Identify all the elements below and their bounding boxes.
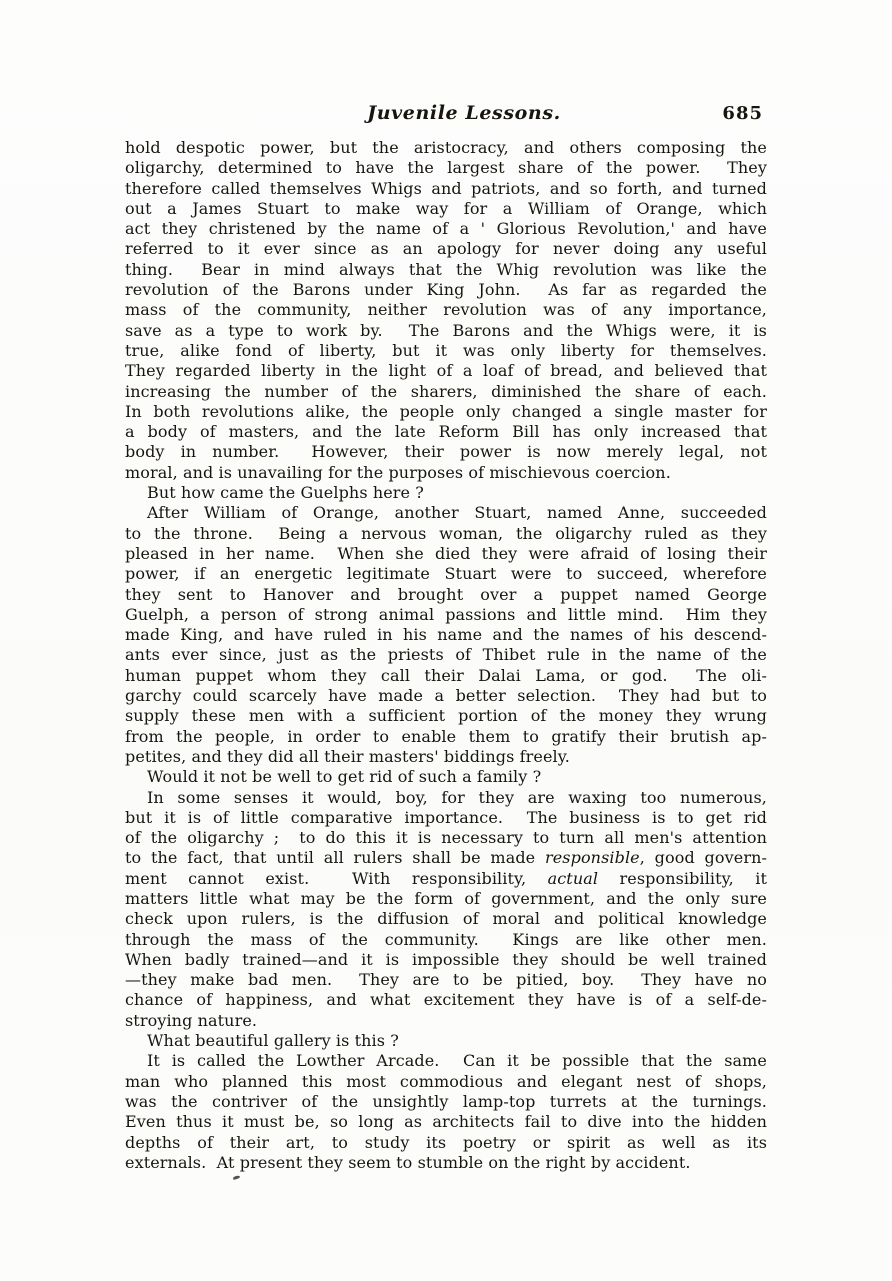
- text-line: act they christened by the name of a ' Glorious Revolution,' and have: [125, 219, 767, 239]
- text-line: to the throne. Being a nervous woman, the oligarchy ruled as they: [125, 523, 767, 543]
- page-body: [125, 138, 767, 1173]
- running-header: [125, 102, 767, 136]
- text-line: through the mass of the community. Kings are like other men.: [125, 929, 767, 949]
- text-line: depths of their art, to study its poetry or spirit as well as its: [125, 1132, 767, 1152]
- text-line: save as a type to work by. The Barons and the Whigs were, it is: [125, 320, 767, 340]
- text-line: made King, and have ruled in his name and the names of his descend-: [125, 625, 767, 645]
- text-line: When badly trained—and it is impossible they should be well trained: [125, 949, 767, 969]
- text-line: oligarchy, determined to have the largest share of the power. They: [125, 158, 767, 178]
- text-line: petites, and they did all their masters' biddings freely.: [125, 746, 570, 766]
- text-column: [125, 102, 767, 1173]
- text-line: Guelph, a person of strong animal passions and little mind. Him they: [125, 604, 767, 624]
- text-line: ment cannot exist. With responsibility, actual responsibility, it: [125, 868, 767, 888]
- text-line: matters little what may be the form of government, and the only sure: [125, 888, 767, 908]
- text-line: increasing the number of the sharers, diminished the share of each.: [125, 381, 767, 401]
- text-line: referred to it ever since as an apology for never doing any useful: [125, 239, 767, 259]
- text-line: man who planned this most commodious and elegant nest of shops,: [125, 1071, 767, 1091]
- text-line: —they make bad men. They are to be pitied, boy. They have no: [125, 970, 767, 990]
- text-line: After William of Orange, another Stuart, named Anne, succeeded: [147, 503, 767, 523]
- text-line: stroying nature.: [125, 1010, 258, 1030]
- text-line: check upon rulers, is the diffusion of moral and political knowledge: [125, 909, 767, 929]
- paragraph: [125, 138, 767, 483]
- text-line: But how came the Guelphs here ?: [147, 483, 424, 503]
- text-line: garchy could scarcely have made a better selection. They had but to: [125, 686, 767, 706]
- text-line: was the contriver of the unsightly lamp-top turrets at the turnings.: [125, 1091, 767, 1111]
- paragraph: [125, 1051, 767, 1173]
- text-line: chance of happiness, and what excitement they have is of a self-de-: [125, 990, 767, 1010]
- text-line: thing. Bear in mind always that the Whig revolution was like the: [125, 259, 767, 279]
- text-line: true, alike fond of liberty, but it was only liberty for themselves.: [125, 340, 767, 360]
- paragraph: [125, 788, 767, 1032]
- text-line: human puppet whom they call their Dalai Lama, or god. The oli-: [125, 665, 767, 685]
- text-line: from the people, in order to enable them to gratify their brutish ap-: [125, 726, 767, 746]
- text-line: It is called the Lowther Arcade. Can it be possible that the same: [147, 1051, 767, 1071]
- ink-speck: [233, 1175, 241, 1180]
- text-line: but it is of little comparative importance. The business is to get rid: [125, 807, 767, 827]
- text-line: therefore called themselves Whigs and patriots, and so forth, and turned: [125, 178, 767, 198]
- text-line: mass of the community, neither revolution was of any importance,: [125, 300, 767, 320]
- text-line: They regarded liberty in the light of a loaf of bread, and believed that: [125, 361, 767, 381]
- paragraph: [125, 767, 767, 787]
- text-line: a body of masters, and the late Reform Bill has only increased that: [125, 422, 767, 442]
- text-line: pleased in her name. When she died they were afraid of losing their: [125, 543, 767, 563]
- text-line: body in number. However, their power is now merely legal, not: [125, 442, 767, 462]
- text-line: hold despotic power, but the aristocracy, and others composing the: [125, 138, 767, 157]
- text-line: Even thus it must be, so long as architects fail to dive into the hidden: [125, 1112, 767, 1132]
- paragraph: [125, 483, 767, 503]
- paragraph: [125, 1031, 767, 1051]
- running-header-title: Juvenile Lessons.: [367, 102, 561, 124]
- page-number: 685: [722, 103, 763, 124]
- text-line: externals. At present they seem to stumble on the right by accident.: [125, 1152, 691, 1172]
- text-line: moral, and is unavailing for the purposes of mischievous coercion.: [125, 462, 671, 482]
- text-line: ants ever since, just as the priests of Thibet rule in the name of the: [125, 645, 767, 665]
- text-line: Would it not be well to get rid of such a family ?: [147, 767, 542, 787]
- text-line: supply these men with a sufficient portion of the money they wrung: [125, 706, 767, 726]
- text-line: out a James Stuart to make way for a William of Orange, which: [125, 198, 767, 218]
- text-line: power, if an energetic legitimate Stuart were to succeed, wherefore: [125, 564, 767, 584]
- text-line: of the oligarchy ; to do this it is necessary to turn all men's attention: [125, 828, 767, 848]
- text-line: In some senses it would, boy, for they are waxing too numerous,: [147, 787, 767, 807]
- text-line: In both revolutions alike, the people only changed a single master for: [125, 401, 767, 421]
- text-line: they sent to Hanover and brought over a puppet named George: [125, 584, 767, 604]
- paragraph: [125, 503, 767, 767]
- text-line: revolution of the Barons under King John. As far as regarded the: [125, 280, 767, 300]
- text-line: What beautiful gallery is this ?: [147, 1031, 399, 1051]
- text-line: to the fact, that until all rulers shall be made responsible, good govern-: [125, 848, 767, 868]
